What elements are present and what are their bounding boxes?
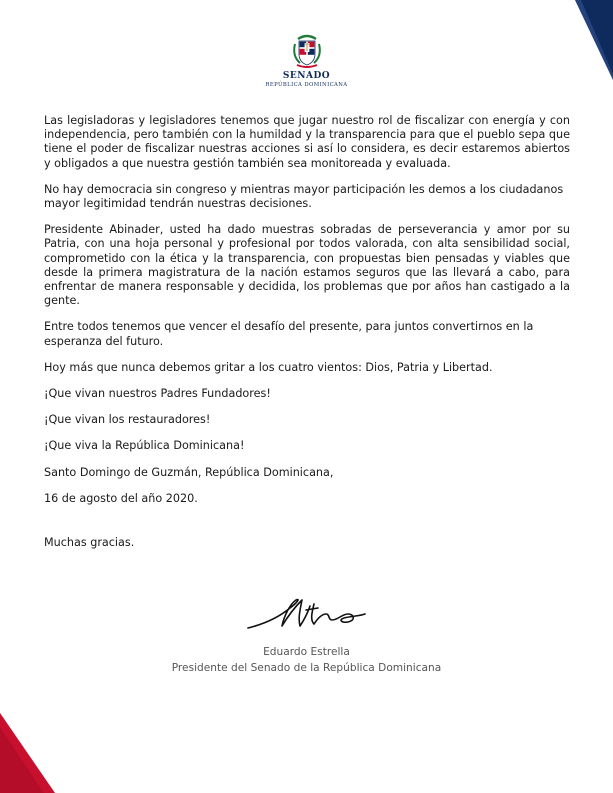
paragraph-motto: Hoy más que nunca debemos gritar a los cuatro vientos: Dios, Patria y Libertad.: [44, 360, 493, 374]
closing-line: Muchas gracias.: [44, 536, 135, 550]
cheer-founders: ¡Que vivan nuestros Padres Fundadores!: [44, 387, 271, 401]
paragraph-challenge: Entre todos tenemos que vencer el desafío del presente, para juntos convertirnos en la esperanza del futuro.: [44, 320, 534, 348]
senate-country: REPÚBLICA DOMINICANA: [265, 82, 348, 88]
signatory-title: Presidente del Senado de la República Dominicana: [171, 662, 442, 674]
signature-image: [244, 594, 369, 634]
paragraph-fiscalization: Las legisladoras y legisladores tenemos que jugar nuestro rol de fiscalizar con energía y con independencia, pero también con la humildad y la transparencia para que el pueblo sepa que tiene el poder de fiscalizar nuestras acciones si así lo considera, es decir estaremos abiertos y obligados a que nuestra gestión también sea monitoreada y evaluada.: [44, 114, 570, 170]
letterhead: [0, 30, 613, 88]
senate-name: SENADO: [282, 71, 331, 81]
paragraph-president: Presidente Abinader, usted ha dado muestras sobradas de perseverancia y amor por su Patria, con una hoja personal y profesional por todos valorada, con alta sensibilidad social, comprometido con la ética y la transparencia, con propuestas bien pensadas y viables que desde la primera magistratura de la nación estamos seguros que las llevará a cabo, para enfrentar de manera responsable y decidida, los problemas que por años han castigado a la gente.: [44, 223, 570, 308]
signatory-name: Eduardo Estrella: [263, 646, 350, 658]
letter-body: [44, 114, 570, 562]
date-line: 16 de agosto del año 2020.: [44, 491, 198, 505]
corner-decoration-bottom-left: [0, 713, 55, 793]
coat-of-arms-icon: [287, 30, 327, 70]
paragraph-democracy: No hay democracia sin congreso y mientras mayor participación les demos a los ciudadanos mayor legitimidad tendrán nuestras decisiones.: [44, 182, 564, 211]
cheer-republic: ¡Que viva la República Dominicana!: [44, 439, 245, 453]
cheer-restorers: ¡Que vivan los restauradores!: [44, 413, 211, 427]
place-line: Santo Domingo de Guzmán, República Dominicana,: [44, 465, 334, 479]
